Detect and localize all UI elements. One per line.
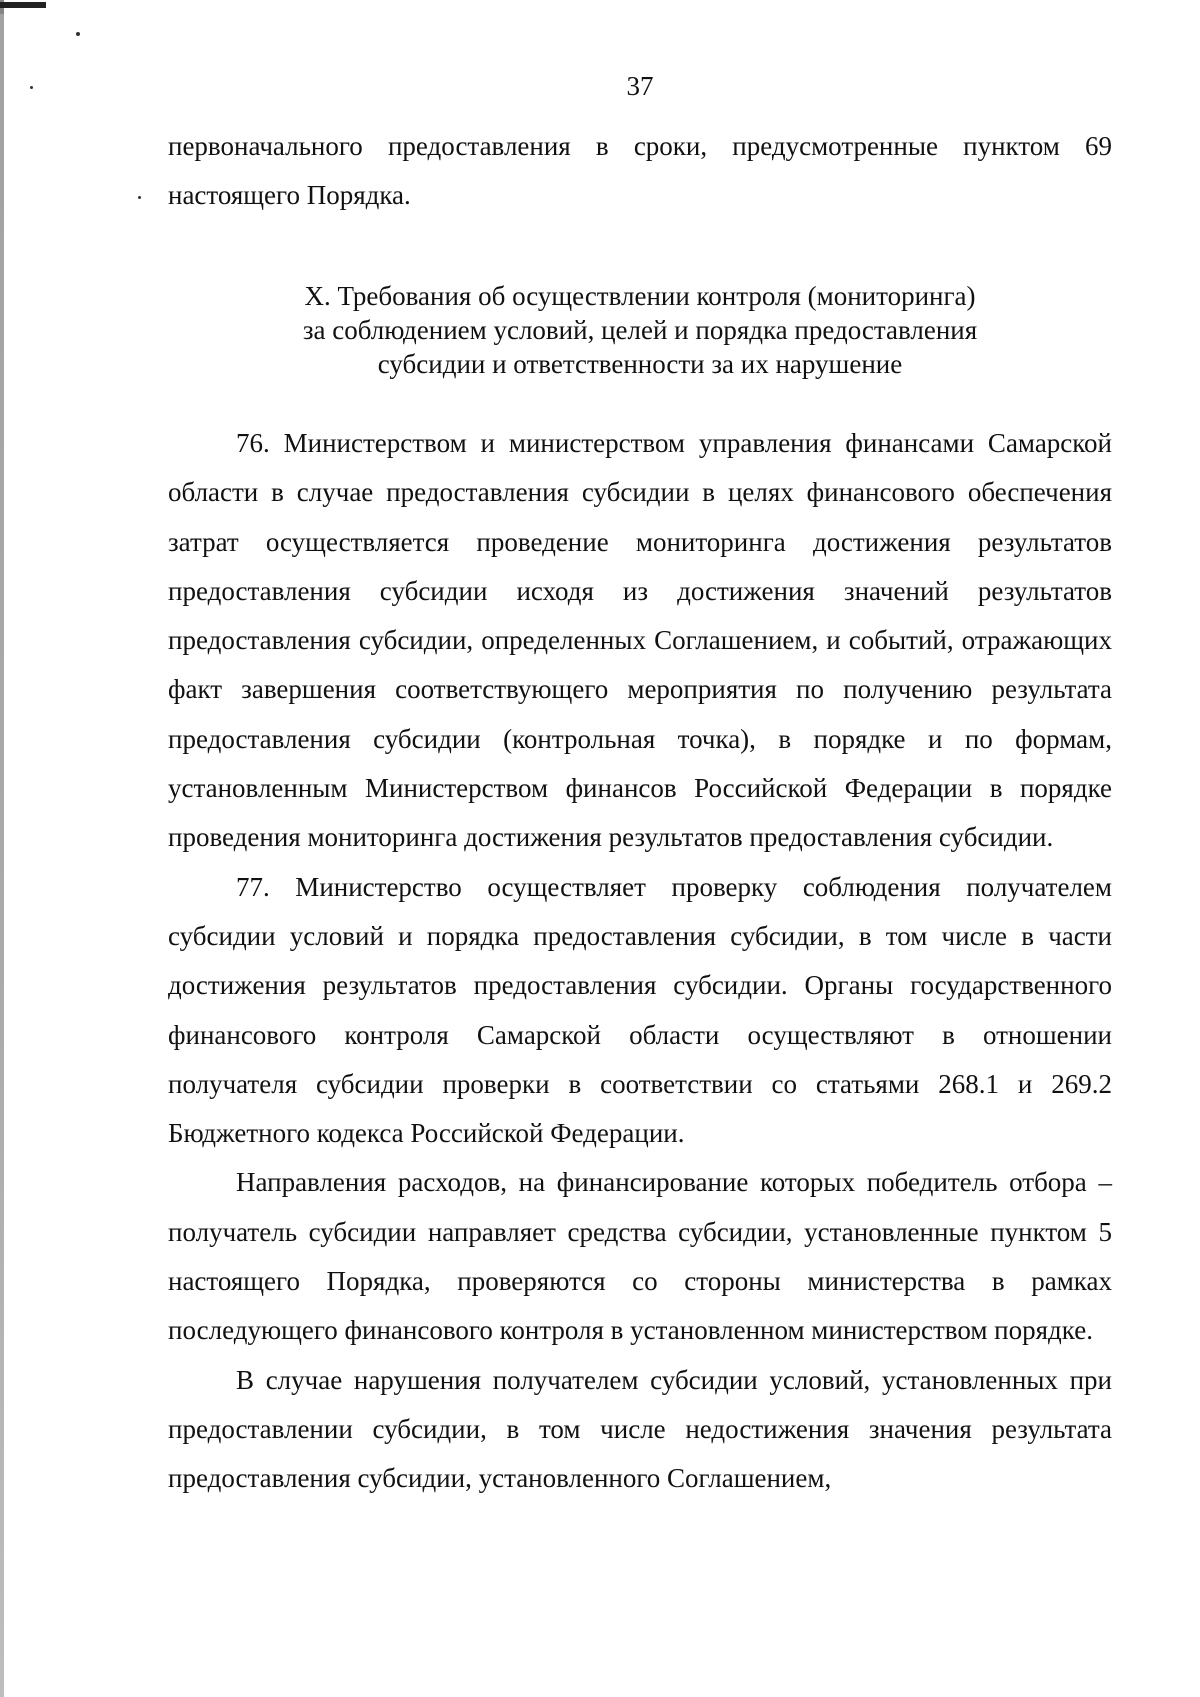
- scan-speck: [76, 32, 80, 36]
- scan-edge-mark: [0, 2, 46, 8]
- section-heading-line: за соблюдением условий, целей и порядка предоставления: [302, 315, 978, 345]
- section-heading-line: X. Требования об осуществлении контроля (мониторинга): [304, 281, 976, 311]
- scan-edge-shadow: [0, 0, 4, 1697]
- scan-speck: [138, 196, 141, 199]
- paragraph-77: 77. Министерство осуществляет проверку соблюдения получателем субсидии условий и порядка предоставления субсидии, в том числе в части достижения результатов предоставления субсидии. Органы государственного финансового контроля Самарской области осуществляют в отношении получателя субсидии проверки в соответствии со статьями 268.1 и 269.2 Бюджетного кодекса Российской Федерации.: [168, 871, 1112, 1149]
- section-heading-line: субсидии и ответственности за их нарушение: [377, 349, 903, 379]
- opening-fragment: первоначального предоставления в сроки, предусмотренные пунктом 69 настоящего Порядка.: [168, 131, 1112, 211]
- section-heading: [168, 279, 1112, 381]
- paragraph-76: 76. Министерством и министерством управления финансами Самарской области в случае предоставления субсидии в целях финансового обеспечения затрат осуществляется проведение мониторинга достижения результатов предоставления субсидии исходя из достижения значений результатов предоставления субсидии, определенных Соглашением, и событий, отражающих факт завершения соответствующего мероприятия по получению результата предоставления субсидии (контрольная точка), в порядке и по формам, установленным Министерством финансов Российской Федерации в порядке проведения мониторинга достижения результатов предоставления субсидии.: [168, 428, 1112, 853]
- paragraph-expense-directions: Направления расходов, на финансирование которых победитель отбора – получатель субсидии направляет средства субсидии, установленные пунктом 5 настоящего Порядка, проверяются со стороны министерства в рамках последующего финансового контроля в установленном министерством порядке.: [168, 1167, 1112, 1346]
- page-number: 37: [626, 71, 654, 101]
- main-text: [168, 419, 1112, 1504]
- continuation-text: [168, 122, 1112, 221]
- paragraph-violation: В случае нарушения получателем субсидии условий, установленных при предоставлении субсидии, в том числе недостижения значения результата предоставления субсидии, установленного Соглашением,: [168, 1364, 1112, 1494]
